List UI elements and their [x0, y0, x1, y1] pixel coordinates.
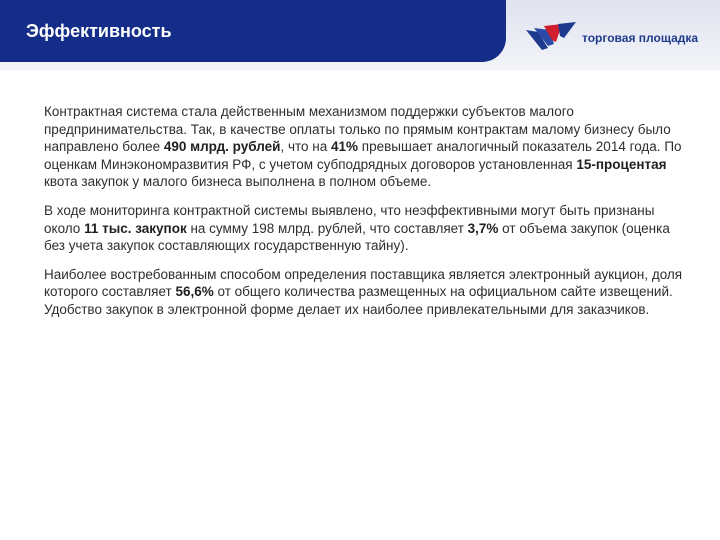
logo — [524, 22, 714, 62]
paragraph — [44, 202, 694, 255]
logo-bird-icon — [524, 22, 580, 56]
highlight-value: 56,6% — [175, 284, 214, 300]
text-run: В ходе мониторинга контрактной системы выявлено, что неэффективными могут быть признаны около — [44, 202, 655, 236]
logo-text: торговая площадка — [582, 31, 699, 45]
highlight-value: 490 млрд. рублей — [163, 139, 281, 155]
paragraph — [44, 103, 694, 191]
text-run: Наиболее востребованным способом определения поставщика является электронный аукцион, доля которого составляет — [44, 266, 683, 300]
header — [0, 0, 720, 70]
highlight-value: 41% — [331, 139, 359, 155]
page-title: Эффективность — [26, 21, 172, 41]
content-body — [44, 103, 694, 330]
title-band — [0, 0, 506, 62]
highlight-value: 15-процентая — [576, 156, 667, 172]
text-run: квота закупок у малого бизнеса выполнена в полном объеме. — [44, 174, 432, 190]
highlight-value: 3,7% — [467, 220, 499, 236]
text-run: от общего количества размещенных на официальном сайте извещений. Удобство закупок в электронной форме делает их наиболее привлекательными для заказчиков. — [44, 284, 673, 317]
paragraph — [44, 266, 694, 319]
logo-wing-right — [558, 22, 576, 38]
text-run: превышает аналогичный показатель 2014 года. По оценкам Минэкономразвития РФ, с учетом субподрядных договоров установленная — [44, 139, 682, 172]
text-run: на сумму 198 млрд. рублей, что составляет — [186, 220, 468, 236]
text-run: , что на — [280, 139, 331, 155]
highlight-value: 11 тыс. закупок — [84, 220, 187, 236]
text-run: от объема закупок (оценка без учета закупок составляющих государственную тайну). — [44, 220, 670, 254]
text-run: Контрактная система стала действенным механизмом поддержки субъектов малого предпринимательства. Так, в качестве оплаты только по прямым контрактам малому бизнесу было направлено более — [44, 104, 671, 155]
